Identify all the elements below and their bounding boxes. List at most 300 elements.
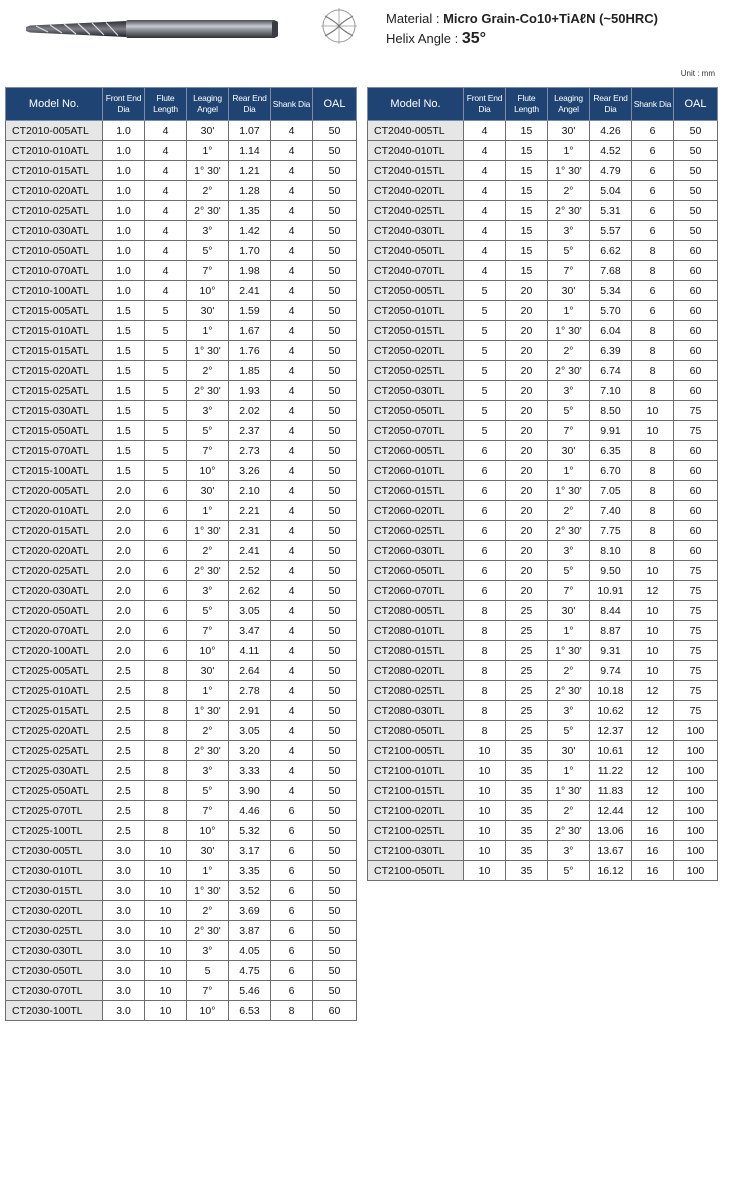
cell-leaging-angel: 10° [187,821,229,841]
cell-flute-length: 35 [506,801,548,821]
table-row [6,841,357,861]
cell-model-no: CT2060-050TL [368,561,464,581]
cell-leaging-angel: 3° [187,941,229,961]
cell-shank-dia: 4 [271,481,313,501]
cell-oal: 60 [674,521,718,541]
cell-flute-length: 4 [145,201,187,221]
cell-oal: 50 [313,541,357,561]
cell-flute-length: 15 [506,141,548,161]
cell-leaging-angel: 30' [548,281,590,301]
cell-leaging-angel: 3° [548,841,590,861]
cell-oal: 50 [313,721,357,741]
cell-rear-end-dia: 1.85 [229,361,271,381]
cell-model-no: CT2010-070ATL [6,261,103,281]
cell-shank-dia: 4 [271,181,313,201]
table-row [6,121,357,141]
cell-flute-length: 6 [145,561,187,581]
cell-oal: 50 [313,321,357,341]
cell-rear-end-dia: 3.05 [229,601,271,621]
cell-shank-dia: 4 [271,401,313,421]
helix-line [386,29,658,49]
cell-shank-dia: 6 [271,981,313,1001]
cell-shank-dia: 10 [632,401,674,421]
cell-front-end-dia: 10 [464,841,506,861]
cell-oal: 100 [674,761,718,781]
cell-front-end-dia: 1.0 [103,281,145,301]
cell-rear-end-dia: 11.22 [590,761,632,781]
cell-front-end-dia: 4 [464,261,506,281]
table-row [6,721,357,741]
cell-flute-length: 20 [506,281,548,301]
table-row [368,681,718,701]
cell-flute-length: 8 [145,761,187,781]
cell-flute-length: 15 [506,161,548,181]
cell-shank-dia: 6 [271,901,313,921]
cell-shank-dia: 6 [632,301,674,321]
header-shank-dia: Shank Dia [632,88,674,121]
cell-leaging-angel: 3° [548,381,590,401]
cell-flute-length: 25 [506,621,548,641]
cell-front-end-dia: 4 [464,241,506,261]
cell-shank-dia: 4 [271,461,313,481]
cell-rear-end-dia: 9.91 [590,421,632,441]
cell-model-no: CT2020-050ATL [6,601,103,621]
cell-oal: 50 [313,961,357,981]
cell-flute-length: 5 [145,461,187,481]
cell-rear-end-dia: 4.11 [229,641,271,661]
cell-leaging-angel: 2° 30' [548,681,590,701]
cell-flute-length: 20 [506,481,548,501]
cell-shank-dia: 8 [632,501,674,521]
table-row [6,801,357,821]
cell-model-no: CT2040-070TL [368,261,464,281]
cell-shank-dia: 12 [632,721,674,741]
cell-oal: 50 [313,341,357,361]
cell-shank-dia: 4 [271,221,313,241]
cell-flute-length: 10 [145,961,187,981]
cell-rear-end-dia: 1.42 [229,221,271,241]
cell-model-no: CT2025-015ATL [6,701,103,721]
cell-flute-length: 10 [145,981,187,1001]
cell-front-end-dia: 5 [464,361,506,381]
cell-model-no: CT2060-025TL [368,521,464,541]
cell-flute-length: 5 [145,321,187,341]
cell-oal: 50 [313,421,357,441]
cell-shank-dia: 12 [632,801,674,821]
cell-oal: 75 [674,701,718,721]
cell-front-end-dia: 2.5 [103,701,145,721]
cell-rear-end-dia: 2.73 [229,441,271,461]
table-row [368,621,718,641]
cell-model-no: CT2060-070TL [368,581,464,601]
cell-model-no: CT2060-005TL [368,441,464,461]
cell-flute-length: 5 [145,401,187,421]
cell-model-no: CT2010-030ATL [6,221,103,241]
table-row [6,361,357,381]
cell-flute-length: 20 [506,401,548,421]
product-header [0,0,729,78]
cell-oal: 100 [674,801,718,821]
cell-leaging-angel: 30' [187,121,229,141]
cell-front-end-dia: 2.0 [103,481,145,501]
cell-shank-dia: 6 [271,881,313,901]
cell-front-end-dia: 2.5 [103,821,145,841]
cell-front-end-dia: 1.0 [103,261,145,281]
cell-rear-end-dia: 11.83 [590,781,632,801]
cell-leaging-angel: 7° [548,421,590,441]
cell-rear-end-dia: 16.12 [590,861,632,881]
table-row [6,661,357,681]
cell-shank-dia: 4 [271,581,313,601]
cell-shank-dia: 6 [632,141,674,161]
cell-oal: 50 [313,741,357,761]
cell-model-no: CT2020-030ATL [6,581,103,601]
cell-front-end-dia: 1.0 [103,181,145,201]
cell-front-end-dia: 3.0 [103,981,145,1001]
cell-flute-length: 8 [145,661,187,681]
cell-shank-dia: 4 [271,321,313,341]
cell-rear-end-dia: 6.70 [590,461,632,481]
cell-rear-end-dia: 8.10 [590,541,632,561]
cell-shank-dia: 8 [632,381,674,401]
cell-front-end-dia: 6 [464,461,506,481]
cell-oal: 50 [313,561,357,581]
cell-front-end-dia: 1.5 [103,341,145,361]
cell-rear-end-dia: 8.87 [590,621,632,641]
cell-front-end-dia: 1.0 [103,121,145,141]
cell-oal: 75 [674,661,718,681]
cell-model-no: CT2020-025ATL [6,561,103,581]
cell-shank-dia: 4 [271,681,313,701]
cell-flute-length: 35 [506,781,548,801]
cell-flute-length: 8 [145,741,187,761]
cell-model-no: CT2040-050TL [368,241,464,261]
cell-leaging-angel: 10° [187,461,229,481]
cell-flute-length: 4 [145,261,187,281]
cell-front-end-dia: 3.0 [103,921,145,941]
cell-shank-dia: 10 [632,661,674,681]
cell-leaging-angel: 1° [548,141,590,161]
cell-front-end-dia: 2.0 [103,601,145,621]
table-row [6,821,357,841]
cell-model-no: CT2100-010TL [368,761,464,781]
cell-rear-end-dia: 4.75 [229,961,271,981]
cell-leaging-angel: 1° [187,321,229,341]
cell-front-end-dia: 10 [464,861,506,881]
cell-front-end-dia: 1.0 [103,241,145,261]
cell-model-no: CT2015-100ATL [6,461,103,481]
cell-rear-end-dia: 5.32 [229,821,271,841]
cell-oal: 75 [674,621,718,641]
cell-flute-length: 25 [506,641,548,661]
cell-oal: 50 [313,301,357,321]
header-oal: OAL [313,88,357,121]
cell-leaging-angel: 3° [187,761,229,781]
cell-rear-end-dia: 2.64 [229,661,271,681]
table-row [368,281,718,301]
cell-front-end-dia: 1.5 [103,321,145,341]
cell-rear-end-dia: 8.50 [590,401,632,421]
cell-flute-length: 4 [145,281,187,301]
cell-rear-end-dia: 3.20 [229,741,271,761]
cell-flute-length: 8 [145,821,187,841]
tapered-end-mill-icon [26,14,280,44]
cell-oal: 50 [313,921,357,941]
cell-model-no: CT2015-020ATL [6,361,103,381]
cell-oal: 50 [313,701,357,721]
cell-leaging-angel: 1° 30' [187,701,229,721]
table-row [6,401,357,421]
cell-model-no: CT2020-005ATL [6,481,103,501]
cell-shank-dia: 8 [632,241,674,261]
cell-leaging-angel: 30' [187,661,229,681]
cell-model-no: CT2030-010TL [6,861,103,881]
table-row [6,981,357,1001]
cell-leaging-angel: 1° [548,301,590,321]
cell-flute-length: 20 [506,521,548,541]
cell-leaging-angel: 3° [187,221,229,241]
cell-front-end-dia: 2.5 [103,741,145,761]
table-row [6,561,357,581]
cell-oal: 50 [674,201,718,221]
cell-leaging-angel: 2° 30' [187,921,229,941]
cell-front-end-dia: 5 [464,341,506,361]
cell-rear-end-dia: 1.59 [229,301,271,321]
cell-model-no: CT2025-030ATL [6,761,103,781]
cell-shank-dia: 16 [632,821,674,841]
cell-shank-dia: 8 [632,441,674,461]
cell-model-no: CT2010-020ATL [6,181,103,201]
cell-flute-length: 20 [506,581,548,601]
cell-leaging-angel: 1° [187,681,229,701]
table-row [368,521,718,541]
cell-leaging-angel: 1° 30' [548,781,590,801]
spec-table-body [368,121,718,881]
cell-flute-length: 4 [145,161,187,181]
cell-rear-end-dia: 1.07 [229,121,271,141]
table-row [6,1001,357,1021]
cell-oal: 60 [674,321,718,341]
cell-flute-length: 10 [145,921,187,941]
cell-front-end-dia: 4 [464,181,506,201]
cell-flute-length: 20 [506,321,548,341]
table-row [368,501,718,521]
cell-shank-dia: 6 [632,181,674,201]
cell-leaging-angel: 7° [187,261,229,281]
table-row [368,561,718,581]
cell-flute-length: 10 [145,881,187,901]
cell-shank-dia: 6 [271,921,313,941]
cell-flute-length: 15 [506,261,548,281]
cell-rear-end-dia: 7.05 [590,481,632,501]
cell-flute-length: 25 [506,601,548,621]
cell-rear-end-dia: 3.69 [229,901,271,921]
cell-oal: 50 [313,181,357,201]
cell-model-no: CT2030-025TL [6,921,103,941]
cell-oal: 60 [674,381,718,401]
cell-model-no: CT2080-015TL [368,641,464,661]
cell-front-end-dia: 1.0 [103,161,145,181]
cell-leaging-angel: 30' [187,301,229,321]
cell-model-no: CT2040-030TL [368,221,464,241]
cell-shank-dia: 4 [271,541,313,561]
cell-rear-end-dia: 12.44 [590,801,632,821]
cell-model-no: CT2025-100TL [6,821,103,841]
table-row [6,421,357,441]
cell-flute-length: 8 [145,701,187,721]
cell-rear-end-dia: 5.57 [590,221,632,241]
cell-leaging-angel: 2° [187,541,229,561]
cell-shank-dia: 6 [271,841,313,861]
cell-leaging-angel: 1° 30' [187,161,229,181]
cell-flute-length: 6 [145,501,187,521]
cell-front-end-dia: 1.5 [103,301,145,321]
table-row [6,301,357,321]
cell-front-end-dia: 8 [464,661,506,681]
cell-leaging-angel: 5° [548,561,590,581]
table-row [6,501,357,521]
cell-leaging-angel: 2° 30' [548,521,590,541]
table-row [6,901,357,921]
table-row [6,321,357,341]
cell-rear-end-dia: 2.78 [229,681,271,701]
cell-flute-length: 4 [145,221,187,241]
cell-flute-length: 20 [506,461,548,481]
cell-model-no: CT2040-015TL [368,161,464,181]
table-row [368,581,718,601]
cell-leaging-angel: 3° [187,401,229,421]
cell-oal: 75 [674,401,718,421]
cell-model-no: CT2030-005TL [6,841,103,861]
cell-leaging-angel: 30' [548,601,590,621]
cell-model-no: CT2050-010TL [368,301,464,321]
cell-rear-end-dia: 3.87 [229,921,271,941]
cell-leaging-angel: 1° 30' [548,641,590,661]
cell-oal: 60 [674,541,718,561]
cell-shank-dia: 6 [632,161,674,181]
cell-oal: 100 [674,841,718,861]
cell-model-no: CT2015-010ATL [6,321,103,341]
cell-model-no: CT2015-025ATL [6,381,103,401]
spec-table-header [368,88,718,121]
table-row [368,181,718,201]
cell-front-end-dia: 6 [464,581,506,601]
cell-shank-dia: 4 [271,741,313,761]
cell-model-no: CT2080-025TL [368,681,464,701]
header-oal: OAL [674,88,718,121]
header-rear-end-dia: Rear End Dia [590,88,632,121]
cell-flute-length: 4 [145,181,187,201]
cell-leaging-angel: 10° [187,281,229,301]
cell-front-end-dia: 1.5 [103,361,145,381]
cell-flute-length: 6 [145,521,187,541]
cell-leaging-angel: 1° 30' [548,161,590,181]
table-row [6,481,357,501]
cell-flute-length: 25 [506,661,548,681]
cell-flute-length: 15 [506,201,548,221]
cell-model-no: CT2020-100ATL [6,641,103,661]
cell-front-end-dia: 3.0 [103,881,145,901]
cell-oal: 50 [313,461,357,481]
table-row [6,341,357,361]
cell-model-no: CT2050-070TL [368,421,464,441]
cell-oal: 50 [313,581,357,601]
cell-front-end-dia: 5 [464,301,506,321]
table-row [6,521,357,541]
helix-label: Helix Angle : [386,31,462,46]
cell-leaging-angel: 1° [548,461,590,481]
table-row [368,421,718,441]
cell-oal: 50 [313,501,357,521]
cell-leaging-angel: 2° 30' [187,381,229,401]
cell-oal: 50 [313,841,357,861]
cell-flute-length: 20 [506,361,548,381]
cell-shank-dia: 4 [271,621,313,641]
cell-flute-length: 35 [506,741,548,761]
cell-leaging-angel: 7° [187,621,229,641]
cell-shank-dia: 10 [632,421,674,441]
cell-front-end-dia: 8 [464,601,506,621]
cell-leaging-angel: 3° [187,581,229,601]
cell-shank-dia: 4 [271,261,313,281]
table-row [6,681,357,701]
cell-model-no: CT2010-025ATL [6,201,103,221]
cell-oal: 60 [674,241,718,261]
table-row [6,921,357,941]
cell-rear-end-dia: 4.46 [229,801,271,821]
cell-flute-length: 10 [145,861,187,881]
cell-front-end-dia: 1.5 [103,401,145,421]
cell-flute-length: 5 [145,361,187,381]
cell-leaging-angel: 7° [548,261,590,281]
cell-flute-length: 10 [145,841,187,861]
cell-model-no: CT2015-030ATL [6,401,103,421]
table-row [6,941,357,961]
cell-front-end-dia: 2.5 [103,721,145,741]
cell-oal: 50 [313,621,357,641]
table-row [6,861,357,881]
tool-end-view-icon [316,6,362,46]
cell-front-end-dia: 4 [464,161,506,181]
cell-shank-dia: 4 [271,601,313,621]
cell-model-no: CT2050-020TL [368,341,464,361]
cell-front-end-dia: 8 [464,621,506,641]
cell-leaging-angel: 7° [187,981,229,1001]
cell-oal: 50 [313,861,357,881]
cell-front-end-dia: 4 [464,141,506,161]
cell-leaging-angel: 5° [548,241,590,261]
cell-leaging-angel: 30' [187,481,229,501]
cell-shank-dia: 10 [632,561,674,581]
cell-leaging-angel: 5° [187,421,229,441]
cell-rear-end-dia: 13.67 [590,841,632,861]
cell-front-end-dia: 10 [464,781,506,801]
cell-leaging-angel: 2° 30' [187,201,229,221]
cell-oal: 50 [313,901,357,921]
cell-shank-dia: 4 [271,421,313,441]
table-row [368,341,718,361]
cell-model-no: CT2020-070ATL [6,621,103,641]
cell-oal: 50 [674,161,718,181]
cell-shank-dia: 4 [271,141,313,161]
cell-rear-end-dia: 6.62 [590,241,632,261]
cell-shank-dia: 4 [271,501,313,521]
table-row [368,741,718,761]
cell-flute-length: 20 [506,301,548,321]
cell-rear-end-dia: 13.06 [590,821,632,841]
cell-leaging-angel: 10° [187,641,229,661]
cell-front-end-dia: 3.0 [103,861,145,881]
